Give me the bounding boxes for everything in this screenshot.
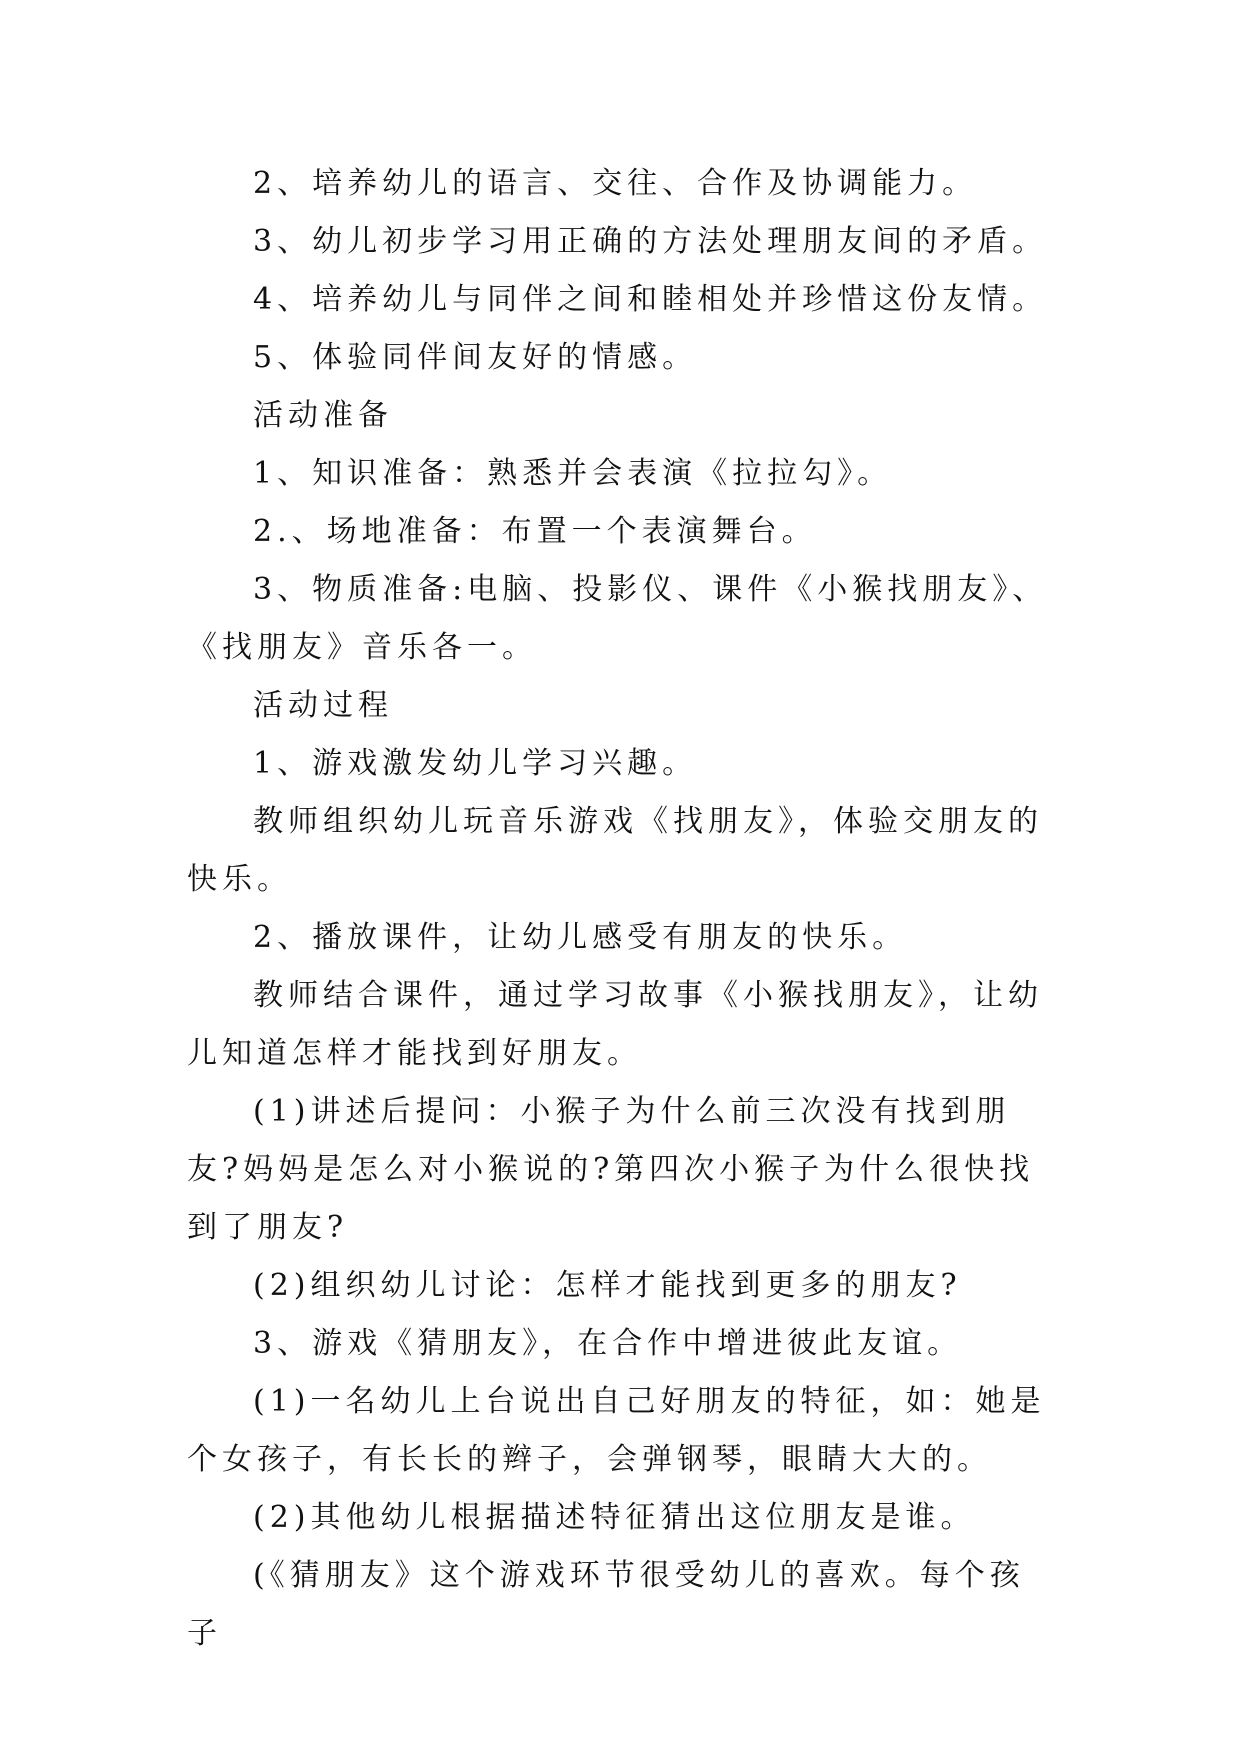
paragraph-prep-2: 2.、场地准备：布置一个表演舞台。 [253,514,817,549]
paragraph-step-3-sub-2: (2)其他幼儿根据描述特征猜出这位朋友是谁。 [253,1500,976,1535]
paragraph-step-3-sub-1: (1)一名幼儿上台说出自己好朋友的特征，如：她是个女孩子，有长长的辫子，会弹钢琴，眼睛大大的。 [187,1384,1046,1477]
paragraph-prep-3: 3、物质准备:电脑、投影仪、课件《小猴找朋友》、《找朋友》音乐各一。 [187,572,1048,665]
paragraph-step-2-detail: 教师结合课件，通过学习故事《小猴找朋友》，让幼儿知道怎样才能找到好朋友。 [187,978,1043,1071]
section-heading-process: 活动过程 [253,688,393,723]
paragraph-note: (《猜朋友》这个游戏环节很受幼儿的喜欢。每个孩子 [187,1558,1025,1651]
paragraph-goal-2: 2、培养幼儿的语言、交往、合作及协调能力。 [253,166,978,201]
section-heading-preparation: 活动准备 [253,398,393,433]
paragraph-step-3: 3、游戏《猜朋友》，在合作中增进彼此友谊。 [253,1326,963,1361]
paragraph-goal-4: 4、培养幼儿与同伴之间和睦相处并珍惜这份友情。 [253,282,1048,317]
paragraph-step-2-sub-2: (2)组织幼儿讨论：怎样才能找到更多的朋友? [253,1268,962,1303]
paragraph-step-2: 2、播放课件，让幼儿感受有朋友的快乐。 [253,920,908,955]
paragraph-goal-5: 5、体验同伴间友好的情感。 [253,340,698,375]
document-body [187,155,1055,1663]
paragraph-step-1-detail: 教师组织幼儿玩音乐游戏《找朋友》，体验交朋友的快乐。 [187,804,1043,897]
paragraph-step-2-sub-1: (1)讲述后提问：小猴子为什么前三次没有找到朋友?妈妈是怎么对小猴说的?第四次小猴子为什么很快找到了朋友? [187,1094,1035,1245]
paragraph-goal-3: 3、幼儿初步学习用正确的方法处理朋友间的矛盾。 [253,224,1048,259]
paragraph-prep-1: 1、知识准备：熟悉并会表演《拉拉勾》。 [253,456,893,491]
paragraph-step-1: 1、游戏激发幼儿学习兴趣。 [253,746,698,781]
